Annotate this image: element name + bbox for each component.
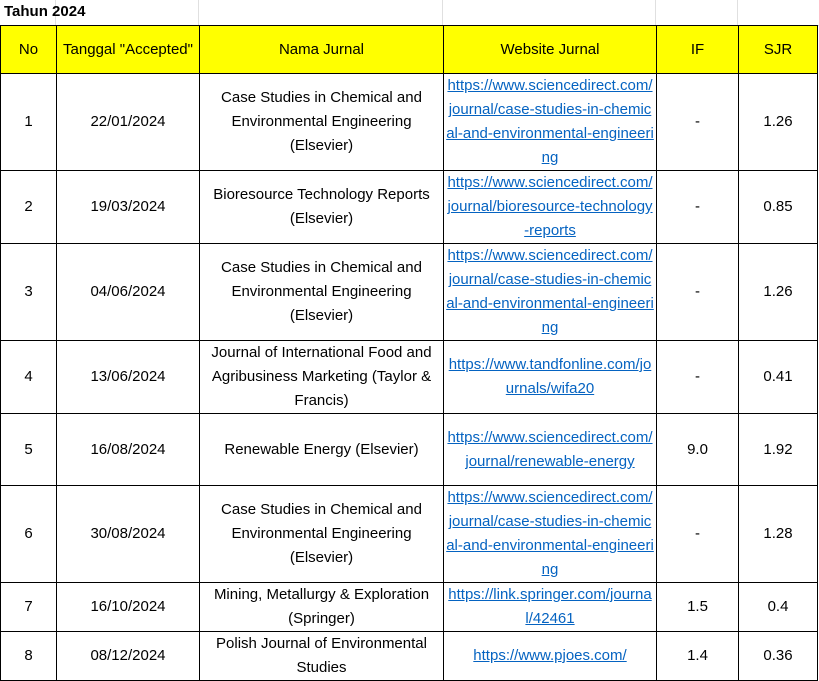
cell-no[interactable]: 2 [1,171,57,244]
cell-if[interactable]: - [657,244,739,341]
cell-no[interactable]: 4 [1,341,57,414]
cell-sjr[interactable]: 0.4 [739,583,818,632]
cell-if[interactable]: 9.0 [657,414,739,486]
cell-nama[interactable]: Case Studies in Chemical and Environmental Engineering (Elsevier) [200,244,444,341]
cell-sjr[interactable]: 0.41 [739,341,818,414]
header-tanggal[interactable]: Tanggal "Accepted" [57,26,200,74]
cell-if[interactable]: - [657,74,739,171]
cell-no[interactable]: 3 [1,244,57,341]
cell-nama[interactable]: Case Studies in Chemical and Environmental Engineering (Elsevier) [200,74,444,171]
header-website[interactable]: Website Jurnal [444,26,657,74]
cell-no[interactable]: 8 [1,632,57,681]
header-nama-jurnal[interactable]: Nama Jurnal [200,26,444,74]
website-link[interactable]: https://www.sciencedirect.com/journal/case-studies-in-chemical-and-environmental-engineering [446,247,654,336]
website-link[interactable]: https://www.sciencedirect.com/journal/renewable-energy [447,428,653,470]
title-row [0,0,819,26]
cell-sjr[interactable]: 0.36 [739,632,818,681]
cell-tanggal[interactable]: 16/10/2024 [57,583,200,632]
cell-tanggal[interactable]: 30/08/2024 [57,486,200,583]
table-row [1,74,818,171]
cell-website[interactable] [444,171,657,244]
header-if[interactable]: IF [657,26,739,74]
cell-no[interactable]: 1 [1,74,57,171]
grid-line [198,0,199,25]
cell-nama[interactable]: Journal of International Food and Agribusiness Marketing (Taylor & Francis) [200,341,444,414]
journal-table [0,25,818,681]
header-row [1,26,818,74]
cell-if[interactable]: - [657,341,739,414]
cell-if[interactable]: 1.5 [657,583,739,632]
header-sjr[interactable]: SJR [739,26,818,74]
website-link[interactable]: https://www.sciencedirect.com/journal/case-studies-in-chemical-and-environmental-engineering [446,77,654,166]
cell-nama[interactable]: Mining, Metallurgy & Exploration (Springer) [200,583,444,632]
website-link[interactable]: https://www.sciencedirect.com/journal/case-studies-in-chemical-and-environmental-engineering [446,489,654,578]
cell-sjr[interactable]: 1.28 [739,486,818,583]
cell-no[interactable]: 7 [1,583,57,632]
sheet-title[interactable]: Tahun 2024 [4,3,86,20]
cell-website[interactable] [444,414,657,486]
website-link[interactable]: https://www.tandfonline.com/journals/wifa20 [448,356,652,397]
cell-sjr[interactable]: 1.26 [739,74,818,171]
cell-tanggal[interactable]: 04/06/2024 [57,244,200,341]
table-row [1,583,818,632]
table-row [1,341,818,414]
cell-website[interactable] [444,341,657,414]
cell-sjr[interactable]: 1.26 [739,244,818,341]
cell-nama[interactable]: Renewable Energy (Elsevier) [200,414,444,486]
cell-tanggal[interactable]: 19/03/2024 [57,171,200,244]
cell-no[interactable]: 6 [1,486,57,583]
cell-tanggal[interactable]: 22/01/2024 [57,74,200,171]
cell-tanggal[interactable]: 16/08/2024 [57,414,200,486]
cell-nama[interactable]: Bioresource Technology Reports (Elsevier) [200,171,444,244]
cell-tanggal[interactable]: 08/12/2024 [57,632,200,681]
table-row [1,171,818,244]
cell-nama[interactable]: Polish Journal of Environmental Studies [200,632,444,681]
cell-website[interactable] [444,583,657,632]
grid-line [442,0,443,25]
cell-if[interactable]: - [657,171,739,244]
table-row [1,244,818,341]
cell-sjr[interactable]: 0.85 [739,171,818,244]
grid-line [737,0,738,25]
table-row [1,632,818,681]
cell-no[interactable]: 5 [1,414,57,486]
cell-tanggal[interactable]: 13/06/2024 [57,341,200,414]
grid-line [655,0,656,25]
cell-if[interactable]: 1.4 [657,632,739,681]
cell-website[interactable] [444,632,657,681]
header-no[interactable]: No [1,26,57,74]
table-row [1,486,818,583]
cell-nama[interactable]: Case Studies in Chemical and Environmental Engineering (Elsevier) [200,486,444,583]
cell-website[interactable] [444,486,657,583]
cell-if[interactable]: - [657,486,739,583]
cell-website[interactable] [444,244,657,341]
website-link[interactable]: https://www.pjoes.com/ [473,647,627,664]
website-link[interactable]: https://link.springer.com/journal/42461 [448,586,652,627]
table-row [1,414,818,486]
cell-sjr[interactable]: 1.92 [739,414,818,486]
cell-website[interactable] [444,74,657,171]
website-link[interactable]: https://www.sciencedirect.com/journal/bioresource-technology-reports [447,174,653,239]
